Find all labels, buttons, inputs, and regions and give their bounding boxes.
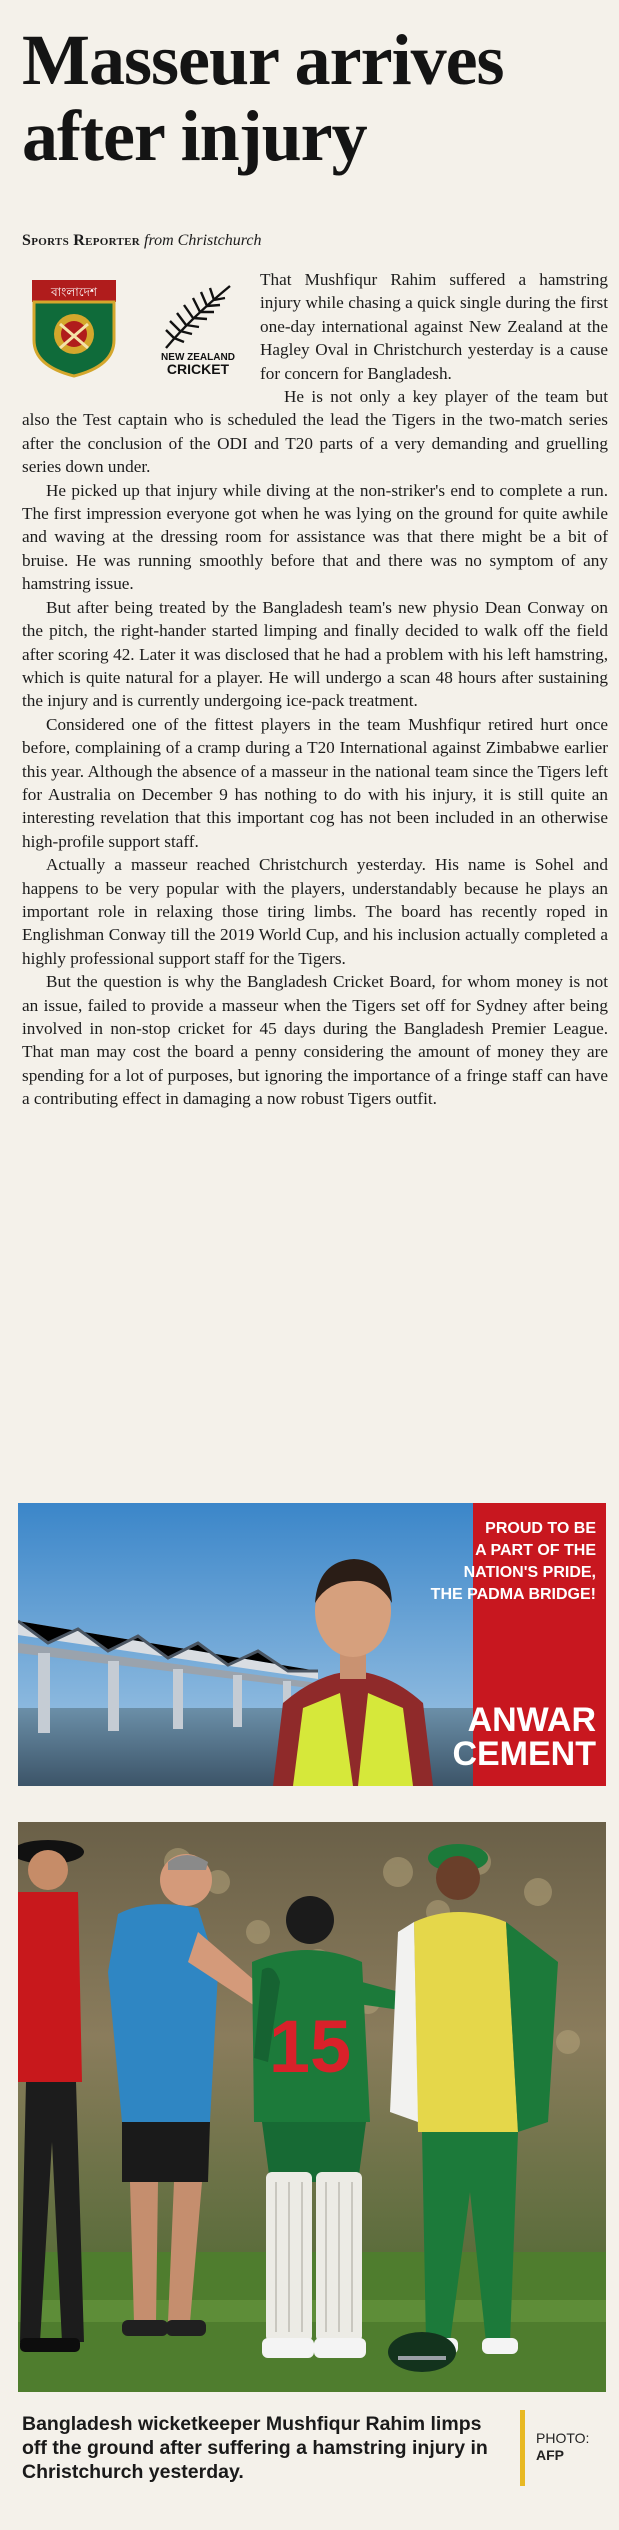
article-paragraph: That Mushfiqur Rahim suffered a hamstring injury while chasing a quick single during the first one-day international against New Zealand at the Hagley Oval in Christchurch yesterday is a cause for concern for Bangladesh. [260,270,608,383]
headline [22,22,602,174]
bangladesh-cricket-logo [20,278,128,378]
article-paragraph: Actually a masseur reached Christchurch yesterday. His name is Sohel and happens to be very popular with the players, understandably because he plays an important role in relaxing those tiring limbs. The board has recently roped in Englishman Conway till the 2019 World Cup, and his inclusion actually completed a highly professional support staff for the Tigers. [22,855,608,968]
ad-slogan-line-2: A PART OF THE [475,1542,596,1559]
bd-logo-text: বাংলাদেশ [51,285,97,299]
headline-line-2: after injury [22,96,367,176]
article-paragraph: But the question is why the Bangladesh Cricket Board, for whom money is not an issue, failed to provide a masseur when the Tigers set off for Sydney after being involved in non-stop cricket for 45 days during the Bangladesh Premier League. That man may cost the board a penny considering the amount of money they are spending for a lot of purposes, but ignoring the importance of a fringe staff can have a contributing effect in damaging a now robust Tigers outfit. [22,972,608,1109]
byline [22,232,262,250]
headline-line-1: Masseur arrives [22,20,504,100]
photo-credit-agency: AFP [536,2447,564,2463]
nz-logo-line-1: NEW ZEALAND [161,352,235,363]
article-paragraph: Considered one of the fittest players in the team Mushfiqur retired hurt once before, complaining of a cramp during a T20 International against Zimbabwe earlier this year. Although the absence of a masseur in the national team since the Tigers left for Australia on December 9 has nothing to do with his injury, it is still quite an interesting revelation that this important cog has not been included in an otherwise high-profile support staff. [22,714,608,851]
byline-location: from Christchurch [144,232,262,249]
helmet-on-ground [388,2332,456,2372]
jersey-number: 15 [268,2005,352,2088]
ad-slogan-line-1: PROUD TO BE [485,1520,596,1537]
photo-credit [536,2430,589,2464]
photo-credit-label: PHOTO: [536,2430,590,2446]
article-paragraph: But after being treated by the Bangladesh team's new physio Dean Conway on the pitch, the right-hander started limping and finally decided to walk off the field after scoring 42. Later it was disclosed that he had a problem with his left hamstring, which is quite natural for a player. He will undergo a scan 48 hours after sustaining the injury and is currently undergoing ice-pack treatment. [22,597,608,711]
credit-divider [520,2410,525,2486]
article-paragraph: He is not only a key player of the team but also the Test captain who is scheduled the lead the Tigers in the two-match series after the conclusion of the ODI and T20 parts of a very demanding and gruelling series down under. [22,387,608,477]
news-photo [18,1822,606,2392]
new-zealand-cricket-logo [146,278,242,378]
photo-caption: Bangladesh wicketkeeper Mushfiqur Rahim limps off the ground after suffering a hamstring injury in Christchurch yesterday. [22,2413,488,2483]
advertisement-anwar-cement [18,1503,606,1786]
byline-reporter: Sports Reporter [22,232,141,249]
article-body [22,268,608,1111]
ad-slogan-line-4: THE PADMA BRIDGE! [430,1586,596,1603]
ad-slogan-line-3: NATION'S PRIDE, [463,1564,596,1581]
ad-brand-line-1: ANWAR [467,1701,596,1739]
ad-brand-line-2: CEMENT [452,1735,596,1773]
article-paragraph: He picked up that injury while diving at the non-striker's end to complete a run. The first impression everyone got when he was lying on the ground for quite awhile and waving at the dressing room for assistance was that there might be a bit of bruise. He was running smoothly before that and there was no symptom of any hamstring issue. [22,480,608,594]
nz-logo-line-2: CRICKET [166,361,230,377]
